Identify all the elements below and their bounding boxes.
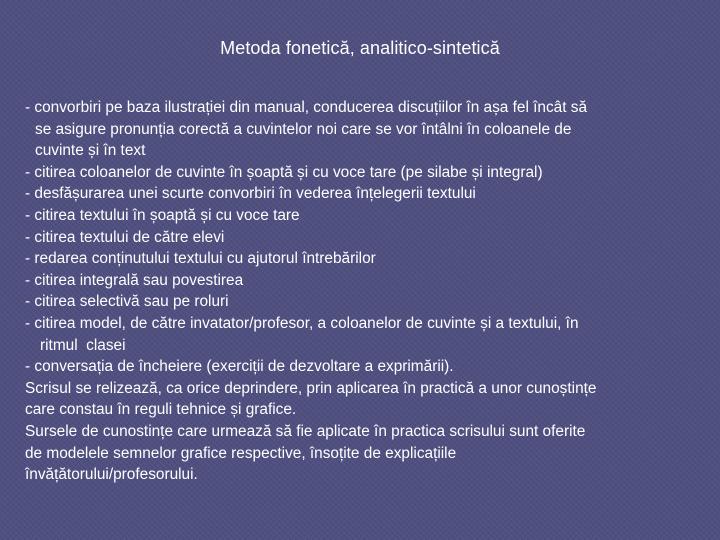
list-item: - citirea textului de către elevi xyxy=(25,228,225,246)
list-item: - desfășurarea unei scurte convorbiri în vederea înțelegerii textului xyxy=(25,185,476,203)
list-item: - citirea coloanelor de cuvinte în șoaptă și cu voce tare (pe silabe și integral) xyxy=(25,163,543,181)
paragraph-line: care constau în reguli tehnice și grafice. xyxy=(25,401,297,419)
list-item-continuation: cuvinte și în text xyxy=(35,142,146,160)
list-item: - conversația de încheiere (exerciții de dezvoltare a exprimării). xyxy=(25,358,454,376)
list-item-continuation: se asigure pronunția corectă a cuvintelor noi care se vor întâlni în coloanele de xyxy=(35,120,572,138)
list-item: - citirea selectivă sau pe roluri xyxy=(25,293,229,311)
paragraph-line: învățătorului/profesorului. xyxy=(25,466,198,484)
slide-body xyxy=(25,97,705,486)
list-item: - convorbiri pe baza ilustrației din manual, conducerea discuțiilor în așa fel încât să xyxy=(25,99,588,116)
list-item: - redarea conținutului textului cu ajutorul întrebărilor xyxy=(25,250,376,268)
list-item: - citirea textului în șoaptă și cu voce tare xyxy=(25,206,300,224)
list-item: - citirea model, de către invatator/profesor, a coloanelor de cuvinte și a textului, în xyxy=(25,314,579,332)
slide-title: Metoda fonetică, analitico-sintetică xyxy=(220,38,500,58)
paragraph-line: Sursele de cunostințe care urmează să fie aplicate în practica scrisului sunt oferite xyxy=(25,422,586,440)
list-item-continuation: ritmul clasei xyxy=(40,336,126,354)
paragraph-line: Scrisul se relizează, ca orice deprindere, prin aplicarea în practică a unor cunoștințe xyxy=(25,379,597,397)
list-item: - citirea integrală sau povestirea xyxy=(25,271,244,289)
paragraph-line: de modelele semnelor grafice respective, însoțite de explicațiile xyxy=(25,444,457,462)
